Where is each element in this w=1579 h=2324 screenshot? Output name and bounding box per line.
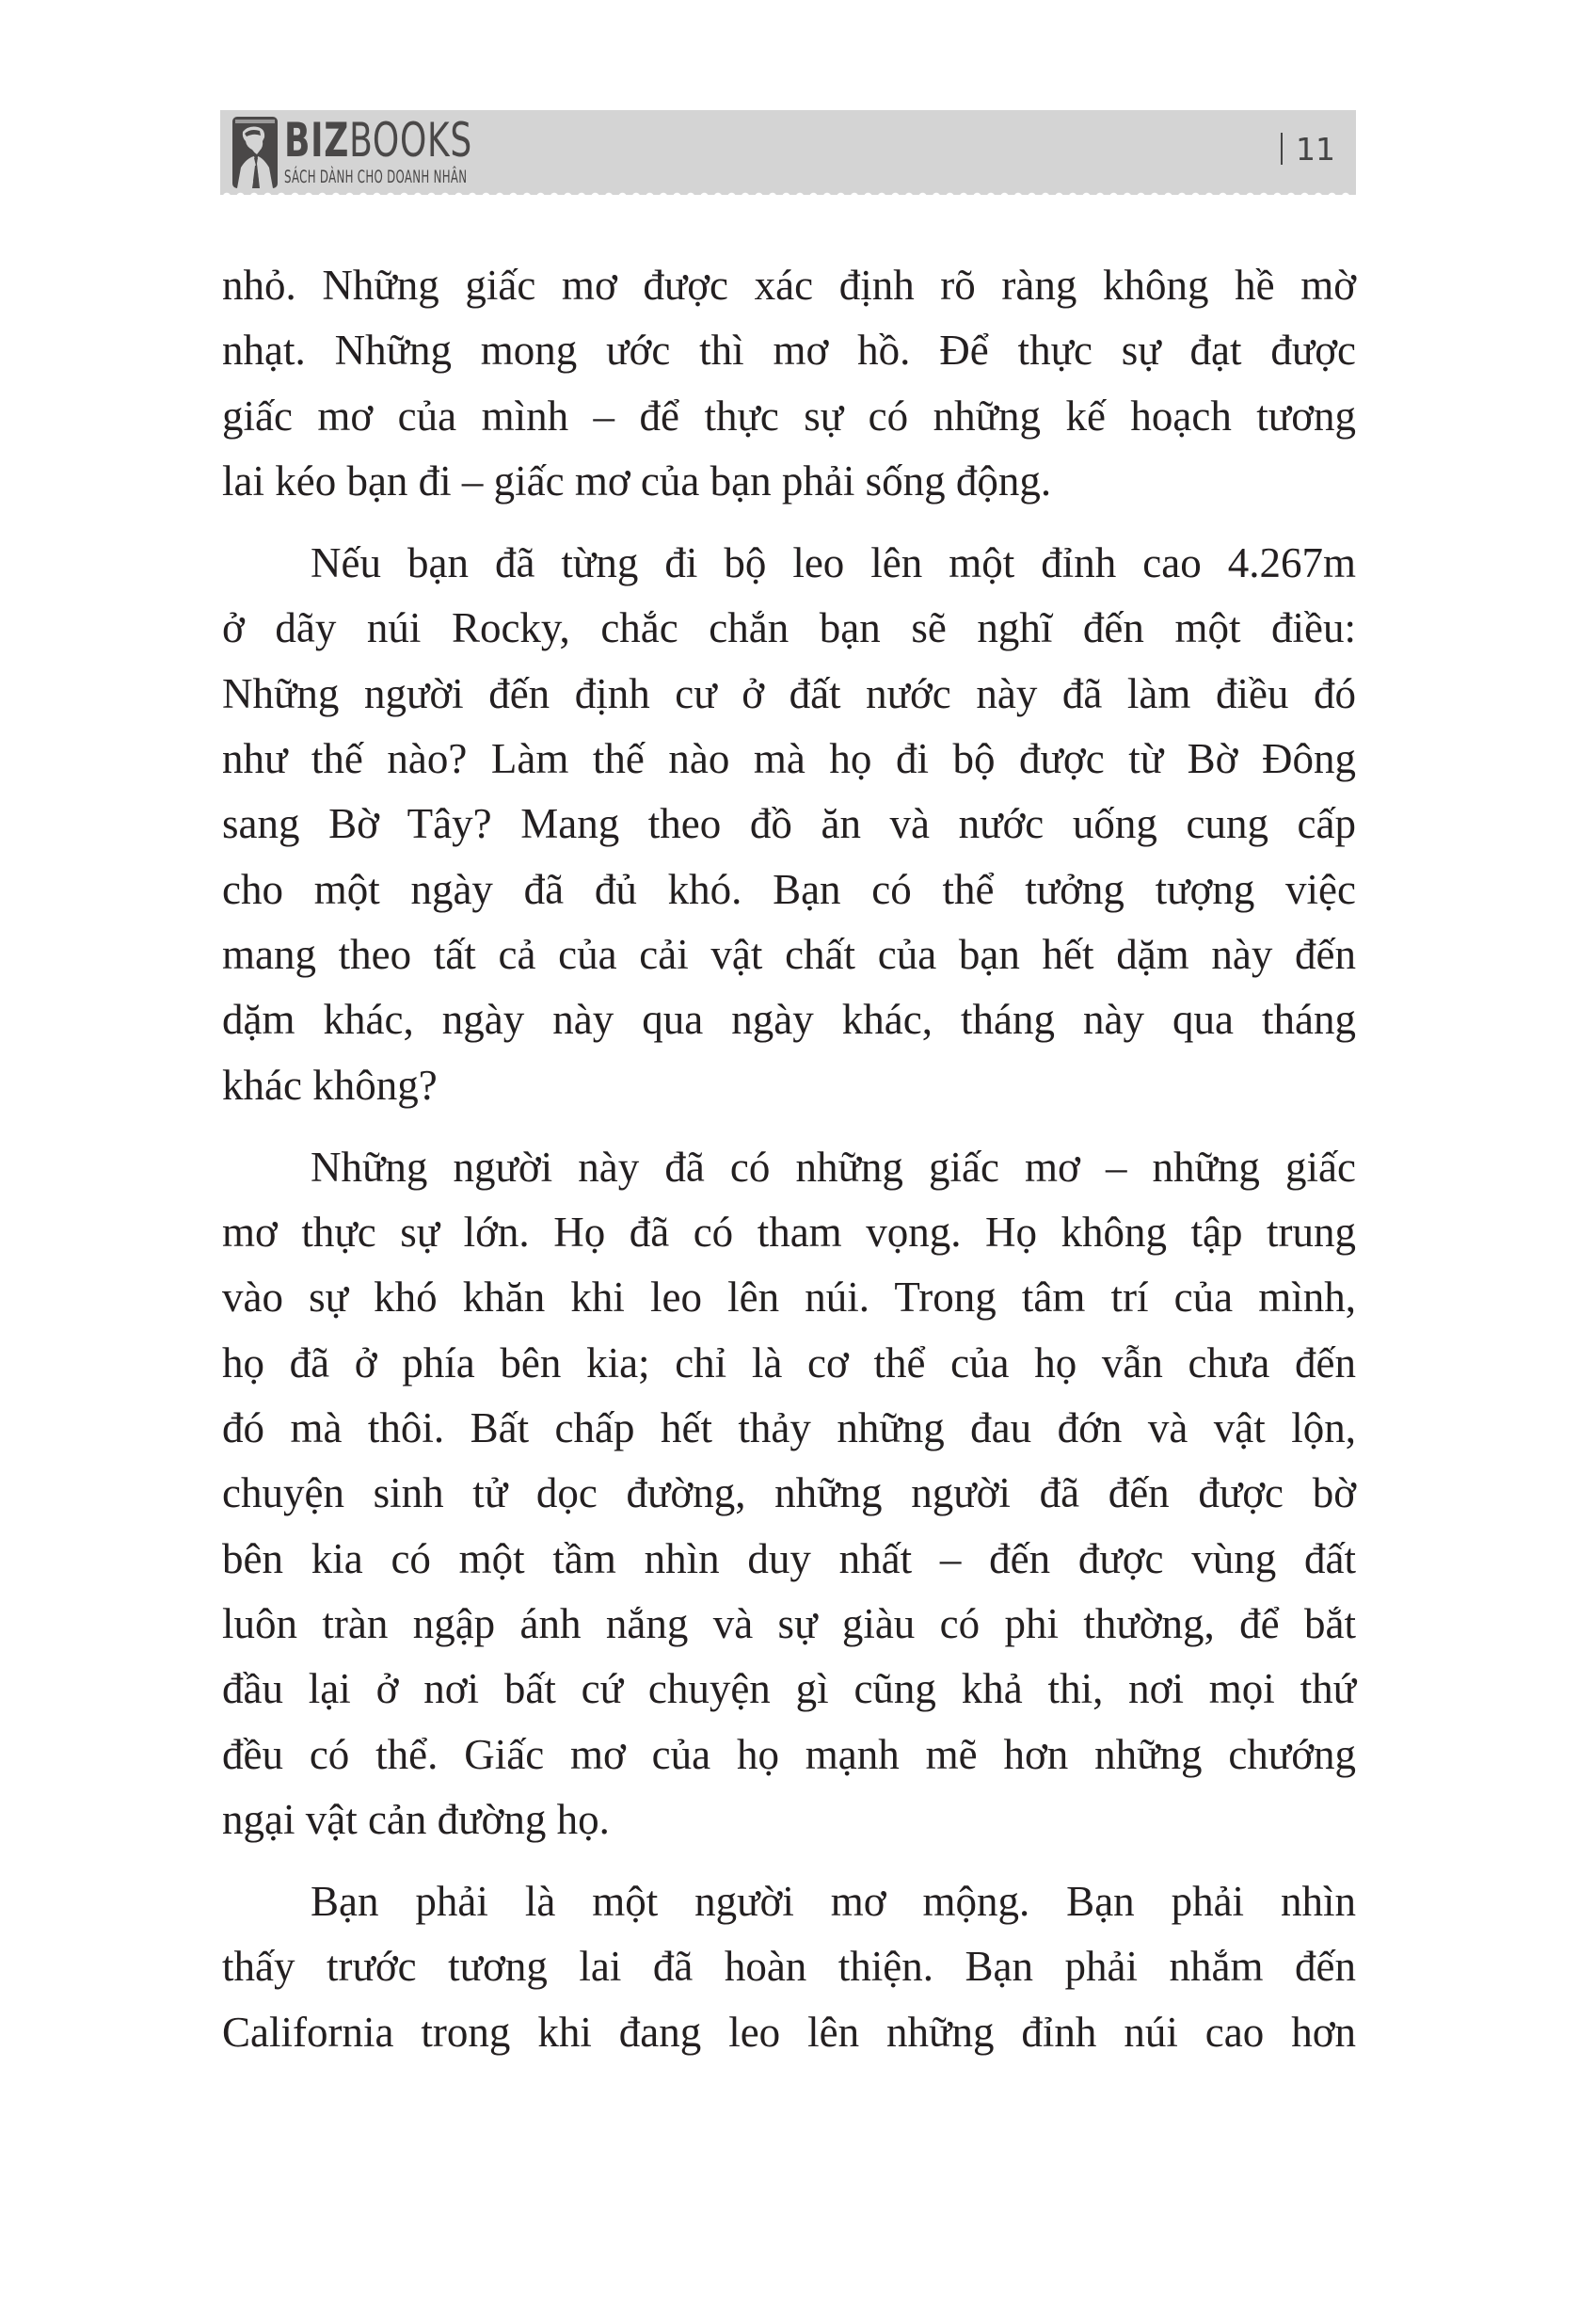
- text-line: đó mà thôi. Bất chấp hết thảy những đau đớn và vật lộn,: [222, 1404, 1356, 1452]
- text-line: khác không?: [222, 1061, 438, 1109]
- text-line: lai kéo bạn đi – giấc mơ của bạn phải sống động.: [222, 457, 1052, 505]
- body-text: [222, 253, 1356, 2082]
- brand-tagline: SÁCH DÀNH CHO DOANH NHÂN: [284, 167, 468, 187]
- text-line: luôn tràn ngập ánh nắng và sự giàu có phi thường, để bắt: [222, 1599, 1356, 1647]
- text-line: ở dãy núi Rocky, chắc chắn bạn sẽ nghĩ đến một điều:: [222, 604, 1356, 652]
- text-line: Những người đến định cư ở đất nước này đã làm điều đó: [222, 669, 1356, 717]
- paragraph: [222, 531, 1356, 1118]
- text-line: vào sự khó khăn khi leo lên núi. Trong tâm trí của mình,: [222, 1274, 1356, 1322]
- page-number: [1281, 131, 1335, 168]
- brand-name: [284, 115, 497, 166]
- publisher-logo: [231, 115, 580, 190]
- page-number-value: 11: [1296, 131, 1335, 168]
- paragraph: [222, 253, 1356, 514]
- text-line: chuyện sinh tử dọc đường, những người đã đến được bờ: [222, 1469, 1356, 1517]
- text-line: họ đã ở phía bên kia; chỉ là cơ thể của họ vẫn chưa đến: [222, 1338, 1356, 1386]
- paragraph: [222, 1869, 1356, 2065]
- running-header: [220, 110, 1356, 195]
- paragraph: [222, 1135, 1356, 1852]
- text-line: đều có thể. Giấc mơ của họ mạnh mẽ hơn những chướng: [222, 1730, 1356, 1778]
- businessman-portrait-icon: [231, 115, 279, 188]
- text-line: như thế nào? Làm thế nào mà họ đi bộ được từ Bờ Đông: [222, 735, 1356, 783]
- text-line: Nếu bạn đã từng đi bộ leo lên một đỉnh cao 4.267m: [311, 539, 1356, 587]
- text-line: Bạn phải là một người mơ mộng. Bạn phải nhìn: [311, 1878, 1356, 1926]
- text-line: cho một ngày đã đủ khó. Bạn có thể tưởng tượng việc: [222, 865, 1356, 913]
- text-line: thấy trước tương lai đã hoàn thiện. Bạn phải nhắm đến: [222, 1943, 1356, 1991]
- text-line: nhạt. Những mong ước thì mơ hồ. Để thực sự đạt được: [222, 327, 1356, 375]
- page-number-separator: [1281, 133, 1283, 165]
- text-line: dặm khác, ngày này qua ngày khác, tháng này qua tháng: [222, 996, 1356, 1044]
- text-line: mơ thực sự lớn. Họ đã có tham vọng. Họ không tập trung: [222, 1209, 1356, 1257]
- text-line: California trong khi đang leo lên những đỉnh núi cao hơn: [222, 2008, 1356, 2056]
- text-line: ngại vật cản đường họ.: [222, 1795, 610, 1843]
- text-line: nhỏ. Những giấc mơ được xác định rõ ràng không hề mờ: [222, 262, 1356, 309]
- text-line: đầu lại ở nơi bất cứ chuyện gì cũng khả thi, nơi mọi thứ: [222, 1665, 1356, 1713]
- text-line: Những người này đã có những giấc mơ – những giấc: [311, 1143, 1356, 1191]
- text-line: mang theo tất cả của cải vật chất của bạn hết dặm này đến: [222, 930, 1356, 978]
- brand-name-bold: BIZ: [284, 113, 350, 168]
- text-line: bên kia có một tầm nhìn duy nhất – đến được vùng đất: [222, 1534, 1356, 1582]
- text-line: sang Bờ Tây? Mang theo đồ ăn và nước uống cung cấp: [222, 800, 1356, 848]
- brand-name-light: BOOKS: [349, 113, 472, 168]
- text-line: giấc mơ của mình – để thực sự có những kế hoạch tương: [222, 392, 1356, 440]
